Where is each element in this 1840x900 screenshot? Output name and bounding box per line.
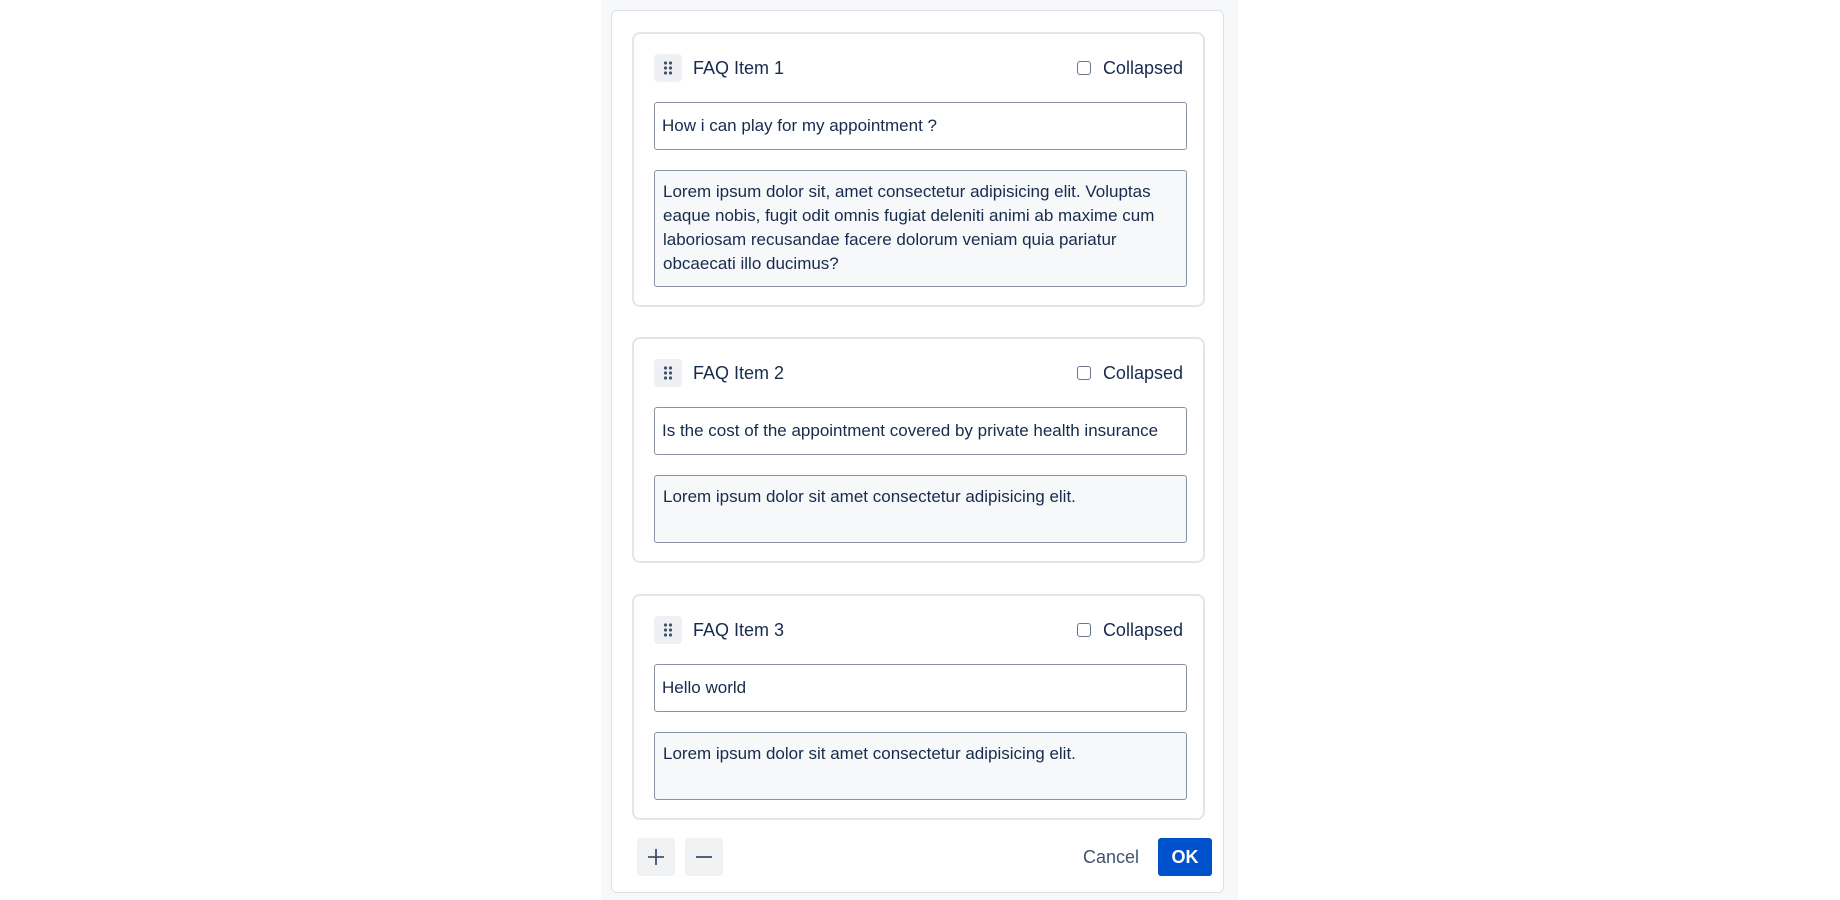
cancel-button[interactable]: Cancel: [1082, 846, 1140, 867]
faq-item-header: [654, 615, 1183, 645]
ok-button[interactable]: OK: [1158, 838, 1212, 876]
faq-item-card-3: [632, 594, 1205, 820]
question-input[interactable]: [654, 407, 1187, 455]
collapsed-label: Collapsed: [1102, 57, 1183, 78]
collapsed-label: Collapsed: [1102, 362, 1183, 383]
collapsed-checkbox[interactable]: [1077, 61, 1091, 75]
collapsed-checkbox[interactable]: [1077, 366, 1091, 380]
collapsed-toggle[interactable]: [1077, 363, 1183, 384]
question-input[interactable]: [654, 102, 1187, 150]
plus-icon: [647, 848, 665, 866]
faq-editor-dialog: [611, 10, 1224, 893]
collapsed-toggle[interactable]: [1077, 620, 1183, 641]
answer-textarea[interactable]: [654, 170, 1187, 287]
drag-handle-icon[interactable]: [654, 359, 682, 387]
faq-item-card-2: [632, 337, 1205, 563]
faq-item-header: [654, 358, 1183, 388]
answer-textarea[interactable]: [654, 475, 1187, 543]
faq-item-card-1: [632, 32, 1205, 307]
faq-item-title: FAQ Item 2: [693, 362, 785, 383]
faq-item-header: [654, 53, 1183, 83]
add-item-button[interactable]: [637, 838, 675, 876]
collapsed-toggle[interactable]: [1077, 58, 1183, 79]
collapsed-checkbox[interactable]: [1077, 623, 1091, 637]
remove-item-button[interactable]: [685, 838, 723, 876]
drag-handle-icon[interactable]: [654, 54, 682, 82]
answer-textarea[interactable]: [654, 732, 1187, 800]
collapsed-label: Collapsed: [1102, 619, 1183, 640]
faq-item-title: FAQ Item 1: [693, 57, 785, 78]
question-input[interactable]: [654, 664, 1187, 712]
drag-handle-icon[interactable]: [654, 616, 682, 644]
faq-item-title: FAQ Item 3: [693, 619, 785, 640]
minus-icon: [695, 848, 713, 866]
